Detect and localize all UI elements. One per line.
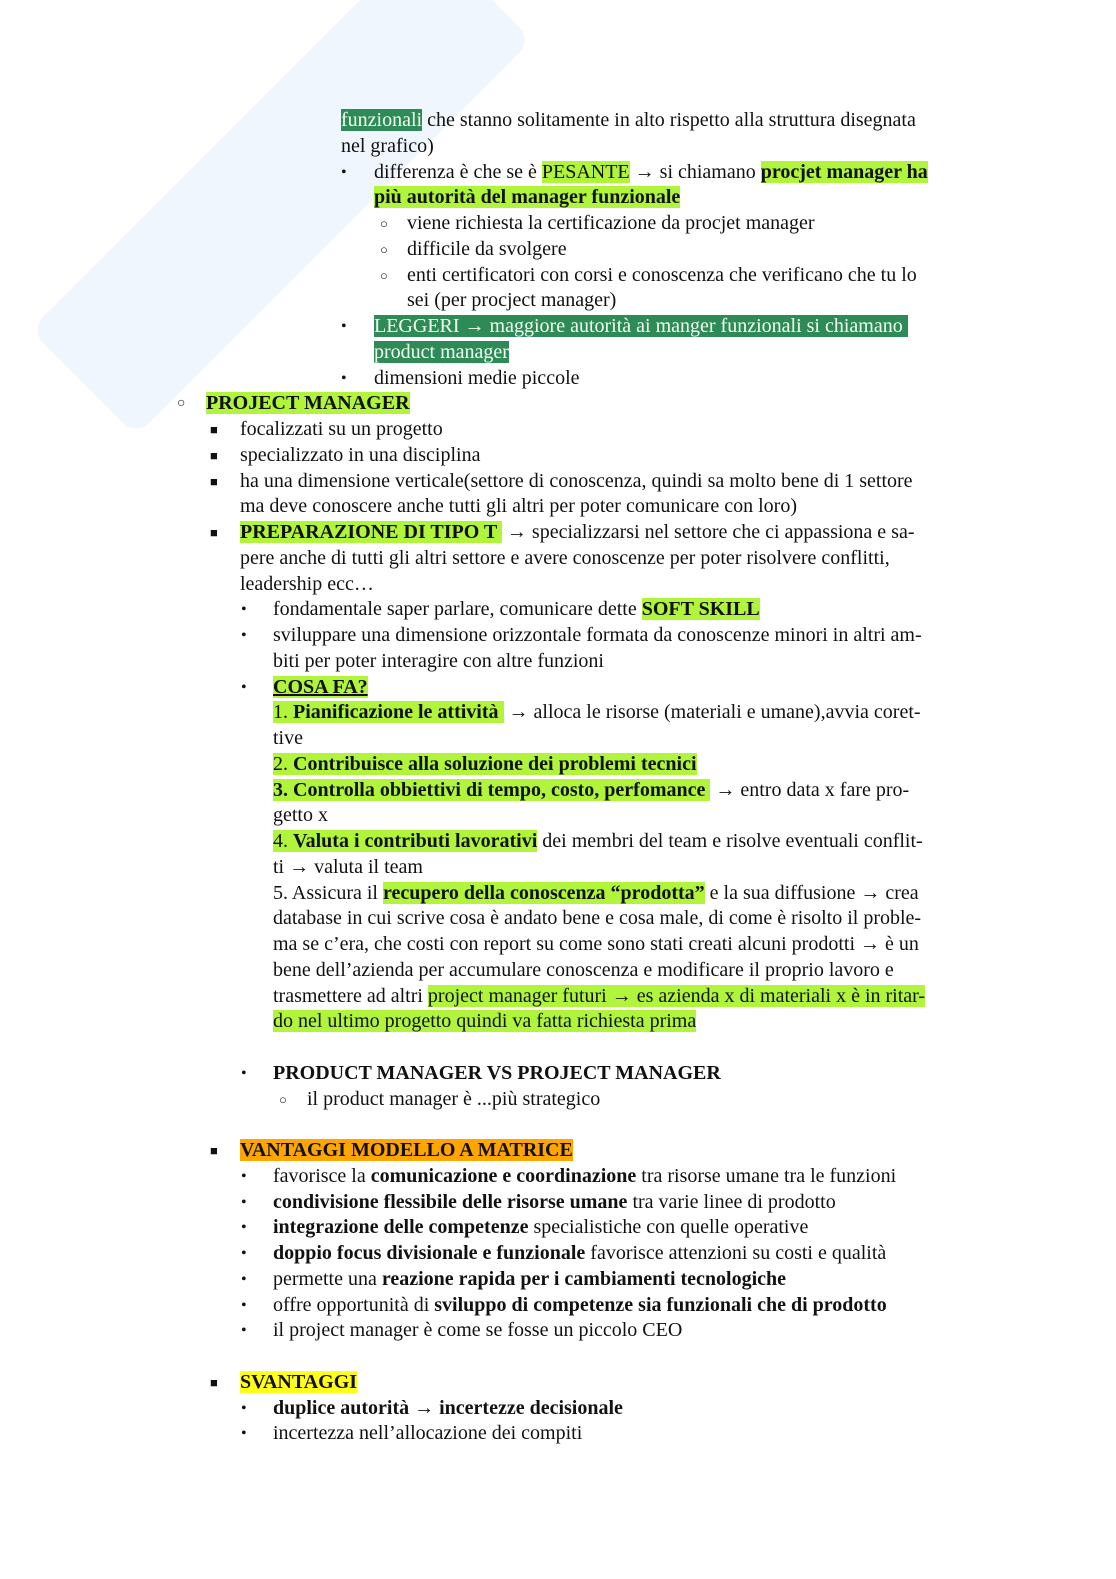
list-item: [241, 1267, 787, 1292]
circle-bullet-icon: ○: [380, 241, 388, 257]
list-item: [177, 391, 410, 416]
highlighted-text: recupero della conoscenza “prodotta”: [383, 881, 705, 904]
bullet-icon: •: [241, 1064, 247, 1082]
highlighted-text: PREPARAZIONE DI TIPO T: [240, 521, 502, 543]
list-item: [210, 469, 913, 494]
text-line: [273, 932, 919, 957]
text-run: specialistiche con quelle operative: [528, 1216, 809, 1239]
bullet-icon: •: [241, 1219, 247, 1237]
text-run: getto x: [273, 804, 328, 827]
text-run: offre opportunità di: [273, 1293, 435, 1316]
text-line: [273, 803, 328, 828]
text-run: 5. Assicura il: [273, 881, 383, 904]
list-item: [279, 1087, 601, 1112]
text-run: ha una dimensione verticale(settore di conoscenza, quindi sa molto bene di 1 settore: [240, 469, 913, 492]
list-item: [241, 1061, 721, 1086]
bullet-icon: •: [241, 1425, 247, 1443]
list-item: [241, 675, 368, 700]
list-item: [210, 1370, 358, 1395]
list-item: [241, 1164, 897, 1189]
text-run: bene dell’azienda per accumulare conoscenza e modificare il proprio lavoro e: [273, 958, 894, 981]
bold-text: sviluppo di competenze sia funzionali che di prodotto: [434, 1293, 887, 1316]
highlighted-text: procjet manager ha: [760, 160, 928, 183]
highlighted-text: product manager: [374, 340, 509, 363]
text-line: [273, 829, 923, 854]
text-run: dei membri del team e risolve eventuali conflit-: [537, 830, 923, 852]
text-run: favorisce la: [273, 1164, 371, 1187]
highlighted-text: 1.: [273, 701, 293, 724]
text-run: → entro data x fare pro-: [710, 778, 910, 801]
square-bullet-icon: ■: [210, 447, 218, 463]
text-run: → si chiamano: [629, 160, 761, 183]
text-run: pere anche di tutti gli altri settore e avere conoscenze per poter risolvere conflitti,: [240, 546, 890, 569]
text-run: viene richiesta la certificazione da procjet manager: [407, 212, 815, 234]
text-line: [341, 134, 434, 159]
bullet-icon: •: [241, 601, 247, 619]
text-line: [240, 494, 797, 519]
text-run: favorisce attenzioni su costi e qualità: [585, 1242, 887, 1264]
bullet-icon: •: [341, 369, 347, 387]
list-item: [241, 1241, 887, 1266]
text-run: dimensioni medie piccole: [374, 366, 580, 389]
highlighted-text: Pianificazione le attività: [293, 701, 504, 724]
list-item: [341, 160, 928, 185]
text-run: fondamentale saper parlare, comunicare dette: [273, 598, 642, 621]
bold-text: comunicazione e coordinazione: [370, 1164, 637, 1187]
text-run: tive: [273, 727, 303, 749]
text-line: [273, 700, 921, 725]
highlighted-text: SOFT SKILL: [641, 598, 760, 621]
highlighted-text: VANTAGGI MODELLO A MATRICE: [240, 1139, 573, 1161]
text-line: [407, 288, 616, 313]
text-run: leadership ecc…: [240, 572, 374, 595]
text-run: enti certificatori con corsi e conoscenza che verificano che tu lo: [407, 263, 917, 286]
circle-bullet-icon: ○: [177, 396, 186, 412]
text-run: sei (per procject manager): [407, 289, 617, 312]
text-run: → specializzarsi nel settore che ci appassiona e sa-: [501, 521, 915, 543]
highlighted-text: Contribuisce alla soluzione dei problemi tecnici: [293, 752, 697, 775]
bold-text: duplice autorità → incertezze decisionale: [273, 1396, 623, 1419]
bullet-icon: •: [241, 1245, 247, 1262]
bold-text: reazione rapida per i cambiamenti tecnologiche: [381, 1267, 787, 1290]
text-run: biti per poter interagire con altre funzioni: [273, 649, 604, 672]
highlighted-text: SVANTAGGI: [240, 1370, 358, 1393]
list-item: [341, 314, 908, 339]
text-line: [273, 778, 909, 803]
highlighted-text: do nel ultimo progetto quindi va fatta richiesta prima: [273, 1010, 697, 1033]
list-item: [241, 1421, 583, 1446]
text-run: ma deve conoscere anche tutti gli altri per poter comunicare con loro): [240, 495, 797, 518]
list-item: [210, 1138, 573, 1163]
list-item: [341, 366, 580, 391]
text-line: [273, 1009, 696, 1034]
list-item: [380, 211, 815, 236]
square-bullet-icon: ■: [210, 525, 218, 540]
text-line: [273, 726, 303, 751]
text-line: [273, 984, 925, 1009]
text-run: il product manager è ...più strategico: [307, 1087, 601, 1110]
text-run: focalizzati su un progetto: [240, 418, 443, 440]
list-item: [210, 417, 443, 442]
text-run: difficile da svolgere: [407, 237, 567, 260]
text-line: [240, 546, 890, 571]
list-item: [241, 1215, 809, 1240]
text-run: differenza è che se è: [374, 160, 542, 183]
list-item: [210, 443, 481, 468]
list-item: [241, 1318, 683, 1343]
text-run: e la sua diffusione → crea: [704, 881, 919, 904]
bullet-icon: •: [241, 1270, 247, 1288]
list-item: [241, 1190, 836, 1215]
circle-bullet-icon: ○: [279, 1091, 287, 1107]
highlighted-text: funzionali: [341, 109, 423, 131]
bold-text: condivisione flessibile delle risorse umane: [273, 1190, 628, 1213]
bullet-icon: •: [241, 1399, 247, 1417]
square-bullet-icon: ■: [210, 1374, 218, 1390]
text-line: [374, 340, 509, 365]
text-line: [240, 572, 374, 597]
list-item: [210, 520, 915, 545]
text-line: [273, 906, 921, 931]
highlighted-text: LEGGERI → maggiore autorità ai manger funzionali si chiamano: [374, 315, 908, 337]
text-run: che stanno solitamente in alto rispetto alla struttura disegnata: [422, 109, 916, 131]
highlighted-text: 3. Controlla obbiettivi di tempo, costo, perfomance: [273, 778, 711, 801]
bold-text: integrazione delle competenze: [273, 1216, 529, 1239]
text-run: tra varie linee di prodotto: [627, 1190, 836, 1213]
list-item: [380, 237, 567, 262]
list-item: [241, 1396, 623, 1421]
bullet-icon: •: [241, 1296, 247, 1314]
bold-text: PRODUCT MANAGER VS PROJECT MANAGER: [273, 1061, 721, 1084]
text-run: specializzato in una disciplina: [240, 443, 481, 466]
text-run: il project manager è come se fosse un piccolo CEO: [273, 1319, 683, 1342]
text-run: sviluppare una dimensione orizzontale formata da conoscenze minori in altri am-: [273, 624, 922, 646]
highlighted-text: COSA FA?: [273, 675, 368, 698]
bullet-icon: •: [241, 1193, 247, 1211]
highlighted-text: PESANTE: [541, 160, 630, 183]
text-line: [273, 752, 697, 777]
text-run: → alloca le risorse (materiali e umane),avvia coret-: [503, 701, 921, 724]
text-line: [374, 185, 680, 210]
text-line: [273, 855, 423, 880]
bold-text: doppio focus divisionale e funzionale: [273, 1242, 586, 1264]
square-bullet-icon: ■: [210, 1143, 218, 1158]
text-run: trasmettere ad altri: [273, 984, 428, 1007]
bullet-icon: •: [341, 318, 347, 335]
text-run: permette una: [273, 1267, 382, 1290]
text-run: ma se c’era, che costi con report su come sono stati creati alcuni prodotti → è un: [273, 933, 919, 955]
text-line: [341, 108, 916, 133]
text-run: database in cui scrive cosa è andato bene e cosa male, di come è risolto il proble-: [273, 907, 922, 930]
bullet-icon: •: [241, 678, 247, 696]
highlighted-text: project manager futuri → es azienda x di materiali x è in ritar-: [427, 984, 926, 1007]
text-line: [273, 881, 919, 906]
bullet-icon: •: [241, 627, 247, 644]
text-line: [273, 649, 604, 674]
highlighted-text: PROJECT MANAGER: [206, 392, 410, 415]
highlighted-text: 2.: [273, 752, 293, 775]
list-item: [241, 1293, 887, 1318]
highlighted-text: più autorità del manager funzionale: [374, 186, 681, 209]
list-item: [241, 623, 922, 648]
list-item: [380, 263, 917, 288]
circle-bullet-icon: ○: [380, 216, 388, 231]
circle-bullet-icon: ○: [380, 267, 388, 283]
square-bullet-icon: ■: [210, 422, 218, 437]
highlighted-text: 4.: [273, 830, 293, 852]
highlighted-text: Valuta i contributi lavorativi: [293, 830, 538, 852]
square-bullet-icon: ■: [210, 473, 218, 489]
bullet-icon: •: [341, 163, 347, 181]
bullet-icon: •: [241, 1322, 247, 1340]
text-run: incertezza nell’allocazione dei compiti: [273, 1422, 583, 1445]
list-item: [241, 597, 760, 622]
text-line: [273, 958, 894, 983]
text-run: nel grafico): [341, 134, 434, 157]
bullet-icon: •: [241, 1167, 247, 1185]
text-run: tra risorse umane tra le funzioni: [636, 1164, 897, 1187]
text-run: ti → valuta il team: [273, 855, 423, 878]
